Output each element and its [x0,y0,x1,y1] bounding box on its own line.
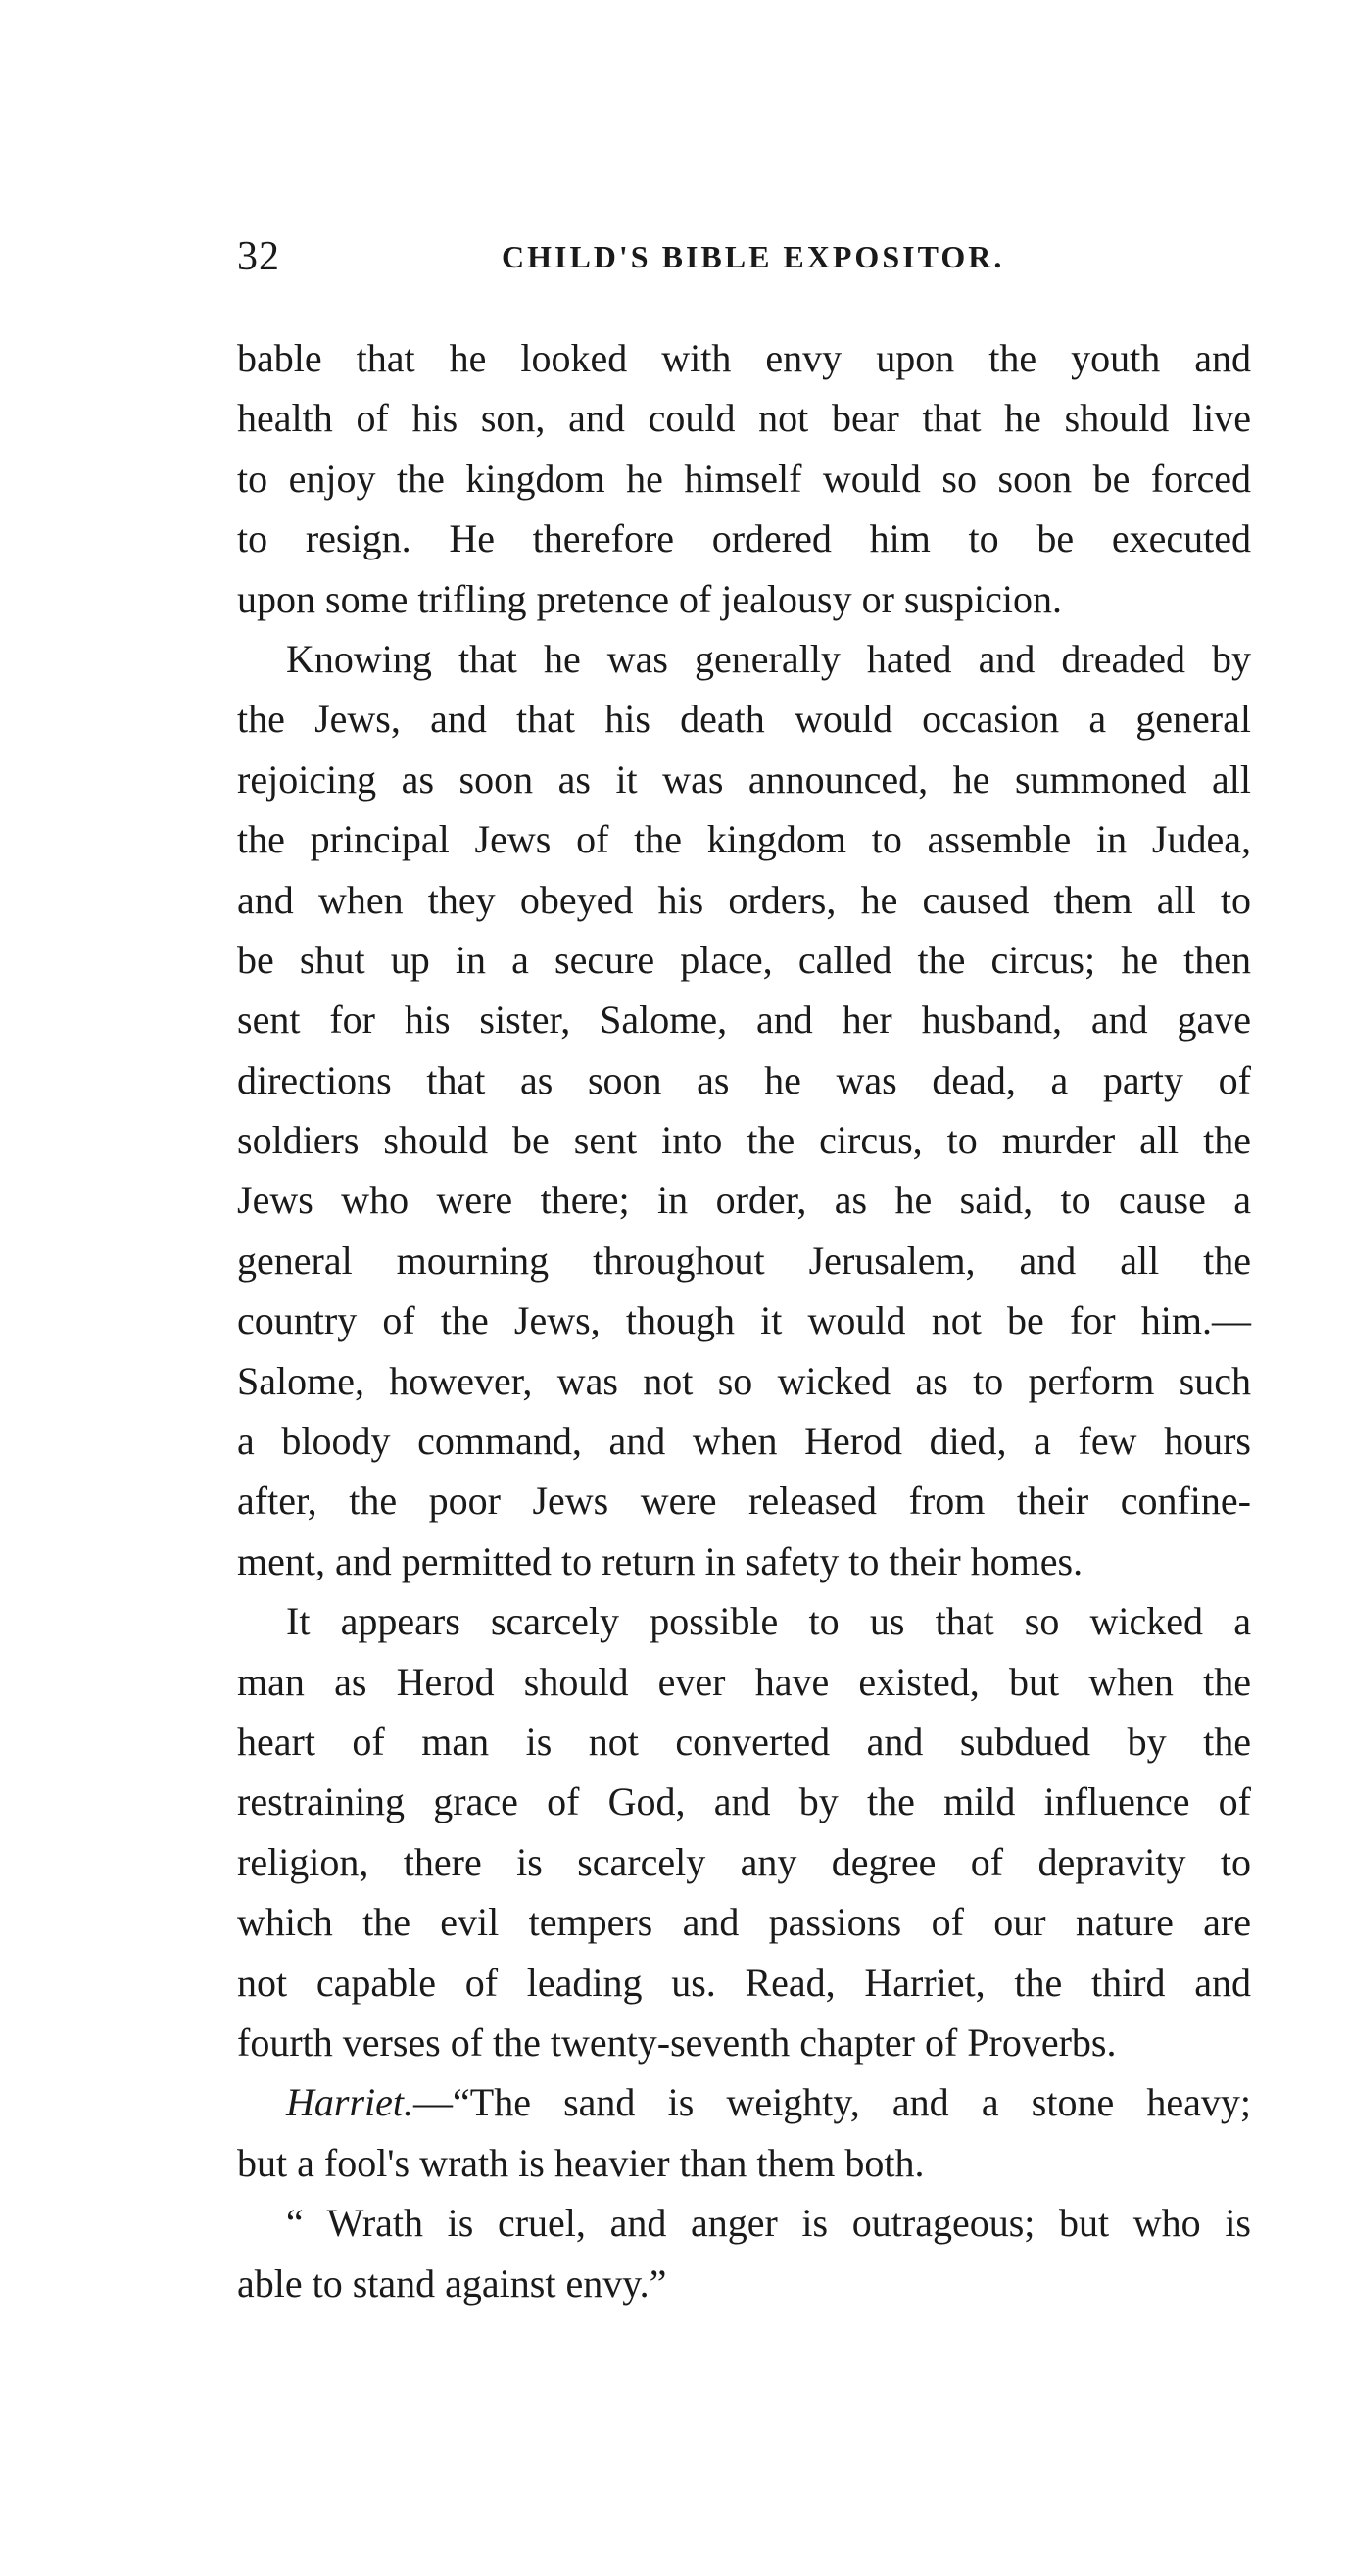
text-line: soldiers should be sent into the circus, to murder all the [237,1118,1251,1163]
text-line: but a fool's wrath is heavier than them both. [237,2140,925,2185]
text-line: the Jews, and that his death would occasion a general [237,697,1251,742]
text-line: general mourning throughout Jerusalem, and all the [237,1238,1251,1283]
text-line: rejoicing as soon as it was announced, he summoned all [237,756,1251,802]
text-line: religion, there is scarcely any degree of depravity to [237,1839,1251,1884]
text-line: be shut up in a secure place, called the circus; he then [237,937,1251,982]
text-line: which the evil tempers and passions of our nature are [237,1900,1251,1945]
text-line: able to stand against envy.” [237,2260,667,2306]
dialogue-line [237,2072,1251,2132]
quote-line: “ Wrath is cruel, and anger is outrageous; but who is [286,2201,1251,2246]
text-line: health of his son, and could not bear that he should live [237,396,1251,441]
text-line: upon some trifling pretence of jealousy or suspicion. [237,576,1063,621]
text-line: to enjoy the kingdom he himself would so soon be forced [237,456,1251,501]
text-line: a bloody command, and when Herod died, a few hours [237,1419,1251,1464]
text-line: to resign. He therefore ordered him to be executed [237,516,1251,561]
page-number: 32 [237,234,280,279]
text-line: not capable of leading us. Read, Harriet, the third and [237,1960,1251,2005]
speaker-name: Harriet. [286,2080,413,2125]
text-line: ment, and permitted to return in safety to their homes. [237,1538,1084,1583]
dialogue-text: —“The sand is weighty, and a stone heavy; [413,2080,1251,2125]
text-line: Jews who were there; in order, as he said, to cause a [237,1178,1251,1223]
paragraph-start-line: It appears scarcely possible to us that so wicked a [286,1599,1251,1644]
text-line: and when they obeyed his orders, he caused them all to [237,877,1251,922]
text-line: the principal Jews of the kingdom to assemble in Judea, [237,817,1251,862]
text-line: bable that he looked with envy upon the youth and [237,336,1251,380]
text-line: fourth verses of the twenty-seventh chapter of Proverbs. [237,2019,1117,2065]
text-line: man as Herod should ever have existed, but when the [237,1659,1251,1704]
body-text [237,328,1251,2313]
text-line: after, the poor Jews were released from their confine- [237,1479,1251,1524]
text-line: Salome, however, was not so wicked as to perform such [237,1358,1251,1403]
text-line: directions that as soon as he was dead, a party of [237,1057,1251,1102]
text-line: heart of man is not converted and subdued by the [237,1719,1251,1764]
text-line: restraining grace of God, and by the mild influence of [237,1779,1251,1824]
text-line: country of the Jews, though it would not be for him.— [237,1298,1251,1343]
paragraph-start-line: Knowing that he was generally hated and dreaded by [286,636,1251,681]
text-line: sent for his sister, Salome, and her husband, and gave [237,997,1251,1043]
running-head [237,233,1256,292]
running-title: CHILD'S BIBLE EXPOSITOR. [502,239,1005,274]
